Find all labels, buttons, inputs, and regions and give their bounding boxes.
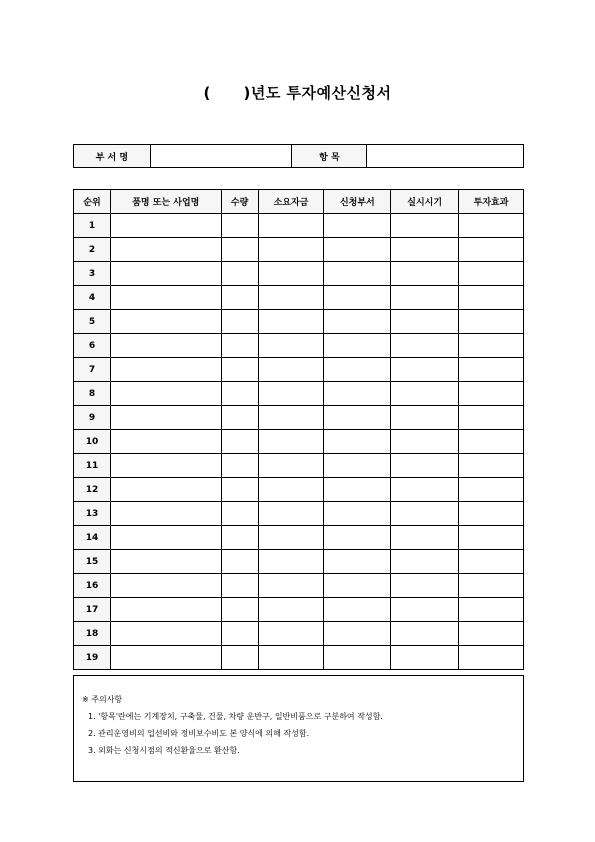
entry-cell[interactable] [391,550,459,574]
row-rank-cell: 15 [74,550,111,574]
entry-cell[interactable] [221,454,258,478]
category-field[interactable] [367,145,524,168]
entry-cell[interactable] [258,574,324,598]
entry-cell[interactable] [324,430,391,454]
entry-cell[interactable] [258,550,324,574]
table-row [74,454,524,478]
entry-cell[interactable] [459,334,524,358]
entry-cell[interactable] [221,238,258,262]
entry-cell[interactable] [324,382,391,406]
row-rank-cell: 10 [74,430,111,454]
row-rank-cell: 13 [74,502,111,526]
note-item-2: 2. 관리운영비의 업선비와 정비보수비도 본 양식에 의해 작성함. [88,729,310,738]
table-row [74,238,524,262]
entry-cell[interactable] [459,406,524,430]
row-rank-cell: 18 [74,622,111,646]
notes-box [73,675,524,782]
entry-cell[interactable] [110,454,221,478]
document-title [0,82,595,103]
investment-table [73,189,524,670]
table-row [74,526,524,550]
quantity-header: 수량 [221,190,258,214]
entry-cell[interactable] [110,334,221,358]
entry-cell[interactable] [324,574,391,598]
table-row [74,334,524,358]
entry-cell[interactable] [258,502,324,526]
entry-cell[interactable] [110,430,221,454]
entry-cell[interactable] [324,334,391,358]
entry-cell[interactable] [459,550,524,574]
note-item-1: 1. '항목'란에는 기계장치, 구축물, 건물, 차량 운반구, 일반비품으로 구분하여 작성함. [88,712,383,721]
entry-cell[interactable] [221,550,258,574]
table-row [74,358,524,382]
entry-cell[interactable] [324,454,391,478]
entry-cell[interactable] [110,478,221,502]
row-rank-cell: 5 [74,310,111,334]
entry-cell[interactable] [258,406,324,430]
entry-cell[interactable] [110,646,221,670]
entry-cell[interactable] [391,478,459,502]
entry-cell[interactable] [391,622,459,646]
row-rank-cell: 11 [74,454,111,478]
entry-cell[interactable] [459,622,524,646]
entry-cell[interactable] [110,598,221,622]
entry-cell[interactable] [258,334,324,358]
entry-cell[interactable] [324,502,391,526]
investment-effect-header: 투자효과 [459,190,524,214]
table-row [74,382,524,406]
entry-cell[interactable] [459,646,524,670]
entry-cell[interactable] [221,478,258,502]
row-rank-cell: 19 [74,646,111,670]
entry-cell[interactable] [324,598,391,622]
dept-label: 부 서 명 [74,145,151,168]
entry-cell[interactable] [221,334,258,358]
entry-cell[interactable] [110,214,221,238]
entry-cell[interactable] [110,310,221,334]
entry-cell[interactable] [391,334,459,358]
entry-cell[interactable] [221,502,258,526]
entry-cell[interactable] [459,502,524,526]
entry-cell[interactable] [258,358,324,382]
title-paren: ( [203,84,211,102]
entry-cell[interactable] [459,478,524,502]
table-header-row [74,190,524,214]
entry-cell[interactable] [258,238,324,262]
entry-cell[interactable] [221,382,258,406]
entry-cell[interactable] [258,262,324,286]
entry-cell[interactable] [459,286,524,310]
table-row [74,622,524,646]
entry-cell[interactable] [459,430,524,454]
row-rank-cell: 4 [74,286,111,310]
entry-cell[interactable] [221,262,258,286]
entry-cell[interactable] [391,238,459,262]
entry-cell[interactable] [221,406,258,430]
entry-cell[interactable] [324,286,391,310]
entry-cell[interactable] [221,310,258,334]
entry-cell[interactable] [221,430,258,454]
entry-cell[interactable] [221,526,258,550]
table-row [74,310,524,334]
entry-cell[interactable] [258,214,324,238]
entry-cell[interactable] [391,214,459,238]
category-label: 항 목 [292,145,367,168]
entry-cell[interactable] [221,598,258,622]
entry-cell[interactable] [324,526,391,550]
entry-cell[interactable] [459,238,524,262]
required-funds-header: 소요자금 [258,190,324,214]
entry-cell[interactable] [221,574,258,598]
entry-cell[interactable] [258,622,324,646]
row-rank-cell: 1 [74,214,111,238]
row-rank-cell: 3 [74,262,111,286]
row-rank-cell: 6 [74,334,111,358]
entry-cell[interactable] [459,526,524,550]
entry-cell[interactable] [324,358,391,382]
entry-cell[interactable] [324,310,391,334]
entry-cell[interactable] [391,646,459,670]
entry-cell[interactable] [459,382,524,406]
entry-cell[interactable] [110,574,221,598]
implementation-period-header: 실시시기 [391,190,459,214]
row-rank-cell: 9 [74,406,111,430]
table-row [74,406,524,430]
entry-cell[interactable] [221,622,258,646]
entry-cell[interactable] [221,358,258,382]
table-row [74,550,524,574]
entry-cell[interactable] [391,502,459,526]
entry-cell[interactable] [258,526,324,550]
requesting-dept-header: 신청부서 [324,190,391,214]
row-rank-cell: 14 [74,526,111,550]
entry-cell[interactable] [258,598,324,622]
entry-cell[interactable] [391,526,459,550]
entry-cell[interactable] [391,310,459,334]
table-row [74,574,524,598]
entry-cell[interactable] [110,526,221,550]
row-rank-cell: 8 [74,382,111,406]
entry-cell[interactable] [110,622,221,646]
table-row [74,214,524,238]
row-rank-cell: 7 [74,358,111,382]
entry-cell[interactable] [110,238,221,262]
entry-cell[interactable] [258,382,324,406]
table-row [74,598,524,622]
entry-cell[interactable] [110,358,221,382]
entry-cell[interactable] [459,454,524,478]
entry-cell[interactable] [221,286,258,310]
info-table [73,144,524,168]
entry-cell[interactable] [110,262,221,286]
notes-heading: ※ 주의사항 [82,695,123,704]
entry-cell[interactable] [110,406,221,430]
entry-cell[interactable] [324,238,391,262]
entry-cell[interactable] [258,646,324,670]
item-name-header: 품명 또는 사업명 [110,190,221,214]
entry-cell[interactable] [324,478,391,502]
rank-header: 순위 [74,190,111,214]
entry-cell[interactable] [391,574,459,598]
entry-cell[interactable] [459,358,524,382]
entry-cell[interactable] [391,406,459,430]
row-rank-cell: 2 [74,238,111,262]
table-row [74,478,524,502]
row-rank-cell: 16 [74,574,111,598]
entry-cell[interactable] [391,430,459,454]
table-row [74,646,524,670]
dept-field[interactable] [150,145,292,168]
entry-cell[interactable] [324,406,391,430]
note-item-3: 3. 외화는 신청시점의 적신환율으로 환산함. [88,746,240,755]
entry-cell[interactable] [110,502,221,526]
entry-cell[interactable] [258,454,324,478]
entry-cell[interactable] [258,286,324,310]
entry-cell[interactable] [391,454,459,478]
row-rank-cell: 17 [74,598,111,622]
entry-cell[interactable] [391,262,459,286]
entry-cell[interactable] [324,262,391,286]
entry-cell[interactable] [459,574,524,598]
entry-cell[interactable] [459,262,524,286]
entry-cell[interactable] [258,430,324,454]
entry-cell[interactable] [110,550,221,574]
entry-cell[interactable] [258,478,324,502]
row-rank-cell: 12 [74,478,111,502]
entry-cell[interactable] [391,358,459,382]
entry-cell[interactable] [459,214,524,238]
table-row [74,286,524,310]
entry-cell[interactable] [459,310,524,334]
entry-cell[interactable] [110,382,221,406]
entry-cell[interactable] [391,382,459,406]
title-text: )년도 투자예산신청서 [243,84,392,102]
entry-cell[interactable] [324,646,391,670]
entry-cell[interactable] [110,286,221,310]
entry-cell[interactable] [324,550,391,574]
entry-cell[interactable] [324,214,391,238]
table-row [74,502,524,526]
entry-cell[interactable] [459,598,524,622]
entry-cell[interactable] [258,310,324,334]
entry-cell[interactable] [324,622,391,646]
entry-cell[interactable] [391,598,459,622]
entry-cell[interactable] [391,286,459,310]
table-row [74,430,524,454]
entry-cell[interactable] [221,214,258,238]
entry-cell[interactable] [221,646,258,670]
table-row [74,262,524,286]
